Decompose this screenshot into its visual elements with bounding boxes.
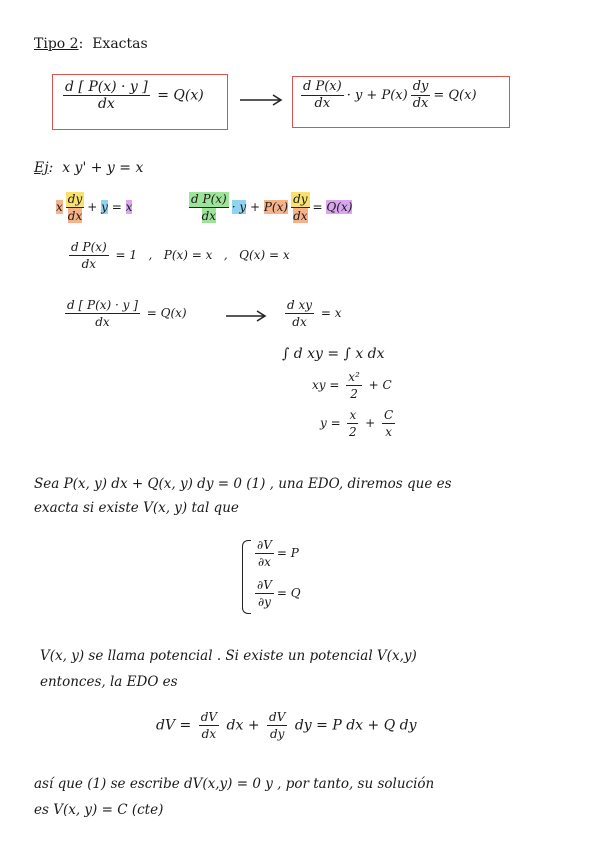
deriv-r3-num: x² — [348, 370, 360, 384]
heading — [34, 36, 148, 52]
deriv-r3-lhs: xy = — [312, 378, 340, 392]
hl-Px: P(x) — [263, 200, 289, 214]
deriv-r1-num: d xy — [287, 298, 313, 312]
system-eq2 — [252, 578, 301, 609]
deriv-r4-num2: C — [383, 408, 394, 422]
deriv-r4-lhs: y = — [320, 416, 341, 430]
deriv-r4-plus: + — [365, 416, 376, 430]
identify-Px: P(x) = x — [163, 248, 213, 262]
identify-Qx: Q(x) = x — [239, 248, 290, 262]
dv-d1: dx — [201, 727, 217, 741]
dv-lhs: dV = — [156, 717, 192, 734]
example-equation: x y' + y = x — [62, 160, 144, 176]
system-brace — [242, 540, 251, 614]
para1-line2: exacta si existe V(x, y) tal que — [34, 500, 239, 516]
hl-Qx: Q(x) — [326, 200, 353, 214]
system-eq1 — [252, 538, 299, 569]
identify-num: d P(x) — [71, 240, 107, 254]
derivation-r1 — [282, 298, 342, 329]
box-left-num: d [ P(x) · y ] — [65, 79, 148, 95]
box-right-rhs: = Q(x) — [433, 88, 477, 103]
hl-plus2: + — [249, 200, 261, 214]
heading-colon: : — [78, 36, 84, 52]
hl-eq1: = — [111, 200, 122, 214]
deriv-r3-rhs: + C — [368, 378, 392, 392]
right-arrow-icon-2 — [224, 308, 268, 324]
dv-n2: dV — [269, 710, 286, 724]
hl-x: x — [56, 200, 63, 214]
identify-comma2: , — [223, 248, 228, 262]
identify-line — [66, 240, 290, 271]
dv-equation — [156, 710, 417, 741]
para2-line1: V(x, y) se llama potencial . Si existe un potencial V(x,y) — [40, 648, 417, 664]
deriv-lhs-rhs: = Q(x) — [146, 306, 187, 320]
box-left-content — [60, 80, 204, 111]
box-right-den2: dx — [412, 96, 429, 111]
heading-topic: Exactas — [92, 36, 148, 52]
para3-line2: es V(x, y) = C (cte) — [34, 802, 164, 818]
deriv-r1-den: dx — [292, 315, 307, 329]
system-d1: ∂x — [257, 555, 271, 569]
hl-x2: x — [125, 200, 133, 214]
dv-mid2: dy = P dx + Q dy — [294, 717, 417, 734]
box-left-rhs: = Q(x) — [157, 87, 204, 104]
derivation-r2: ∫ d xy = ∫ x dx — [282, 346, 385, 362]
system-d2: ∂y — [257, 595, 271, 609]
para1-line1: Sea P(x, y) dx + Q(x, y) dy = 0 (1) , una EDO, diremos que es — [34, 476, 452, 492]
derivation-r4 — [320, 408, 398, 439]
para2-line2: entonces, la EDO es — [40, 674, 178, 690]
hl-plus1: + — [87, 200, 98, 214]
dv-mid1: dx + — [226, 717, 260, 734]
hl-dP: d P(x) — [191, 192, 227, 206]
dv-n1: dV — [200, 710, 218, 724]
heading-label: Tipo 2 — [34, 36, 79, 52]
box-right-mid: · y + P(x) — [346, 88, 408, 103]
example-line — [34, 160, 143, 176]
box-right-content — [298, 80, 477, 111]
colored-equation — [56, 192, 132, 223]
identify-comma1: , — [148, 248, 153, 262]
deriv-r4-den2: x — [385, 425, 392, 439]
hl-eq2: = — [312, 200, 323, 214]
deriv-r3-den: 2 — [350, 387, 358, 401]
colored-equation-right — [186, 192, 352, 223]
box-right-den: dx — [314, 96, 331, 111]
deriv-r1-rhs: = x — [320, 306, 342, 320]
hl-dx3: dx — [293, 209, 308, 223]
deriv-lhs-num: d [ P(x) · y ] — [67, 298, 138, 312]
derivation-r3 — [312, 370, 392, 401]
deriv-r4-den: 2 — [349, 425, 357, 439]
identify-eq-one: = 1 — [115, 248, 138, 262]
deriv-r4-num: x — [349, 408, 357, 422]
example-colon: : — [48, 160, 54, 176]
identify-den: dx — [81, 257, 97, 271]
right-arrow-icon — [238, 92, 284, 108]
derivation-lhs — [62, 298, 187, 329]
deriv-lhs-den: dx — [95, 315, 110, 329]
hl-dx2: dx — [201, 209, 217, 223]
hl-dx: dx — [67, 209, 83, 223]
hl-dot-y: · y — [231, 200, 247, 214]
para3-line1: así que (1) se escribe dV(x,y) = 0 y , por tanto, su solución — [34, 776, 435, 792]
system-n2: ∂V — [257, 578, 272, 592]
system-n1: ∂V — [257, 538, 272, 552]
hl-dy2: dy — [293, 192, 308, 206]
system-r1: = P — [276, 546, 299, 560]
box-right-num2: dy — [412, 79, 429, 94]
hl-dy: dy — [67, 192, 83, 206]
box-left-den: dx — [97, 96, 115, 112]
dv-d2: dy — [269, 727, 285, 741]
hl-y: y — [101, 200, 108, 214]
example-label: Ej — [34, 160, 49, 176]
box-right-num: d P(x) — [303, 79, 342, 94]
system-r2: = Q — [276, 586, 301, 600]
